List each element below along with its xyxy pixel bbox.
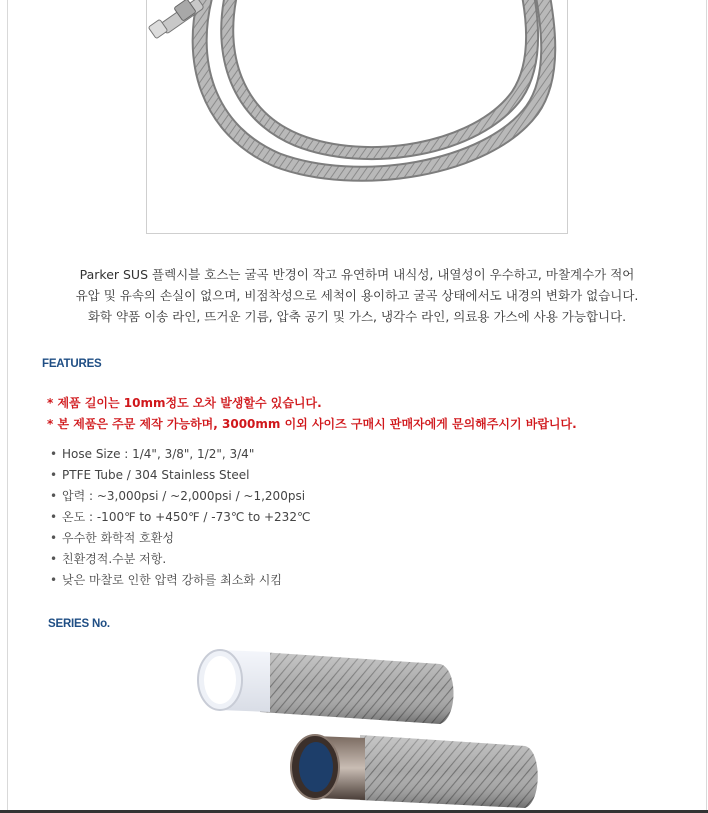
spec-item xyxy=(50,570,670,591)
note-length-tolerance: * 제품 길이는 10mm정도 오차 발생할수 있습니다. xyxy=(47,396,322,410)
bullet-icon: • xyxy=(50,447,58,461)
spec-text: 친환경적.수분 저항. xyxy=(62,552,167,566)
spec-text: 압력 : ~3,000psi / ~2,000psi / ~1,200psi xyxy=(62,489,306,503)
series-photo xyxy=(190,640,560,813)
spec-item xyxy=(50,528,670,549)
series-heading: SERIES No. xyxy=(48,618,110,630)
spec-item xyxy=(50,465,670,486)
spec-item xyxy=(50,486,670,507)
spec-text: 우수한 화학적 호환성 xyxy=(62,531,174,545)
spec-item xyxy=(50,507,670,528)
spec-text: Hose Size : 1/4", 3/8", 1/2", 3/4" xyxy=(62,447,255,461)
order-notes xyxy=(47,393,687,435)
product-photo xyxy=(146,0,568,234)
spec-text: 낮은 마찰로 인한 압력 강하를 최소화 시킴 xyxy=(62,573,282,587)
bullet-icon: • xyxy=(50,552,58,566)
spec-list xyxy=(50,444,670,591)
product-description xyxy=(30,264,684,327)
ptfe-hose-section xyxy=(198,650,454,724)
spec-item xyxy=(50,444,670,465)
steel-hose-section xyxy=(291,735,538,808)
description-line: 유압 및 유속의 손실이 없으며, 비점착성으로 세척이 용이하고 굴곡 상태에서도 내경의 변화가 없습니다. xyxy=(75,288,639,303)
spec-text: 온도 : -100℉ to +450℉ / -73℃ to +232℃ xyxy=(62,510,311,524)
bullet-icon: • xyxy=(50,573,58,587)
bullet-icon: • xyxy=(50,531,58,545)
coiled-hose-image xyxy=(147,0,568,234)
description-line: 화학 약품 이송 라인, 뜨거운 기름, 압축 공기 및 가스, 냉각수 라인, 의료용 가스에 사용 가능합니다. xyxy=(87,309,627,324)
description-line: Parker SUS 플렉시블 호스는 굴곡 반경이 작고 유연하며 내식성, 내열성이 우수하고, 마찰계수가 적어 xyxy=(79,267,635,282)
hose-cutaway-image xyxy=(190,640,560,813)
bullet-icon: • xyxy=(50,489,58,503)
bullet-icon: • xyxy=(50,510,58,524)
bullet-icon: • xyxy=(50,468,58,482)
spec-text: PTFE Tube / 304 Stainless Steel xyxy=(62,468,250,482)
features-heading: FEATURES xyxy=(42,358,102,370)
note-custom-order: * 본 제품은 주문 제작 가능하며, 3000mm 이외 사이즈 구매시 판매자에게 문의해주시기 바랍니다. xyxy=(47,417,577,431)
spec-item xyxy=(50,549,670,570)
